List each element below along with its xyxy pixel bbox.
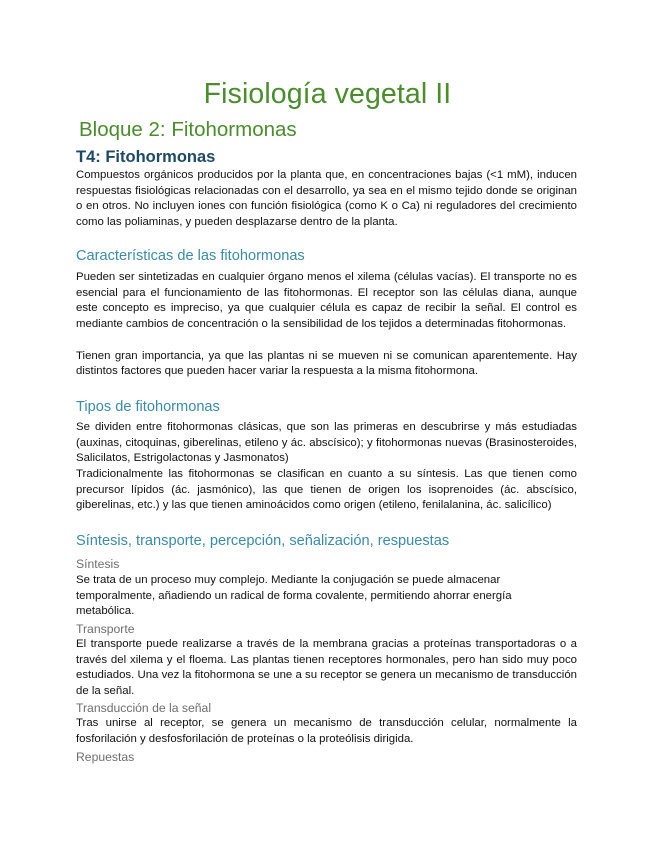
transporte-paragraph: El transporte puede realizarse a través de la membrana gracias a proteínas transportadoras o a través del xilema y el floema. Las plantas tienen receptores hormonales, pero han sido muy poco estudiados. Una vez la fitohormona se une a su receptor se genera un mecanismo de transducción de la señal.: [76, 638, 577, 698]
tipos-paragraph-2: Tradicionalmente las fitohormonas se clasifican en cuanto a su síntesis. Las que tienen como precursor lípidos (ác. jasmónico), las que tienen de origen los isoprenoides (ác. abscísico, giberelinas, etc.) y las que tienen aminoácidos como origen (etileno, fenilalanina, ác. salicílico): [76, 468, 577, 512]
transduccion-paragraph: Tras unirse al receptor, se genera un mecanismo de transducción celular, normalmente la fosforilación y desfosforilación de proteínas o la proteólisis dirigida.: [76, 717, 577, 745]
block-heading: Bloque 2: Fitohormonas: [79, 118, 297, 141]
sintesis-line-1: Se trata de un proceso muy complejo. Mediante la conjugación se puede almacenar: [76, 574, 501, 586]
subsection-heading-repuestas: Repuestas: [76, 750, 135, 764]
caracteristicas-paragraph-2: Tienen gran importancia, ya que las plantas ni se mueven ni se comunican aparentemente. Hay distintos factores que pueden hacer variar la respuesta a la misma fitohormona.: [76, 349, 577, 378]
caracteristicas-paragraph-1: Pueden ser sintetizadas en cualquier órgano menos el xilema (células vacías). El transporte no es esencial para el funcionamiento de las fitohormonas. El receptor son las células diana, aunque este concepto es impreciso, ya que cualquier célula es capaz de recibir la señal. El control es mediante cambios de concentración o la sensibilidad de los tejidos a determinadas fitohormonas.: [76, 271, 577, 331]
intro-paragraph: Compuestos orgánicos producidos por la planta que, en concentraciones bajas (<1 mM), inducen respuestas fisiológicas relacionadas con el desarrollo, ya sea en el mismo tejido donde se originan o en otros. No incluyen iones con función fisiológica (como K o Ca) ni reguladores del crecimiento como las poliaminas, y pueden desplazarse dentro de la planta.: [76, 169, 577, 229]
section-heading-sintesis-transporte: Síntesis, transporte, percepción, señalización, respuestas: [76, 533, 450, 549]
section-heading-tipos: Tipos de fitohormonas: [76, 399, 220, 415]
sintesis-line-2: temporalmente, añadiendo un radical de forma covalente, permitiendo ahorrar energía: [76, 589, 512, 602]
subsection-heading-sintesis: Síntesis: [76, 557, 120, 571]
section-heading-caracteristicas: Características de las fitohormonas: [76, 248, 305, 264]
sintesis-paragraph: [76, 573, 577, 620]
sintesis-line-3: metabólica.: [76, 605, 135, 618]
tipos-paragraph-1: Se dividen entre fitohormonas clásicas, que son las primeras en descubrirse y más estudiadas (auxinas, citoquinas, giberelinas, etileno y ác. abscísico); y fitohormonas nuevas (Brasinosteroides, Salicilatos, Estrigolactonas y Jasmonatos): [76, 421, 577, 465]
subsection-heading-transduccion: Transducción de la señal: [76, 701, 212, 715]
subsection-heading-transporte: Transporte: [76, 622, 135, 636]
document-title: Fisiología vegetal II: [203, 78, 452, 110]
topic-heading: T4: Fitohormonas: [76, 148, 216, 166]
